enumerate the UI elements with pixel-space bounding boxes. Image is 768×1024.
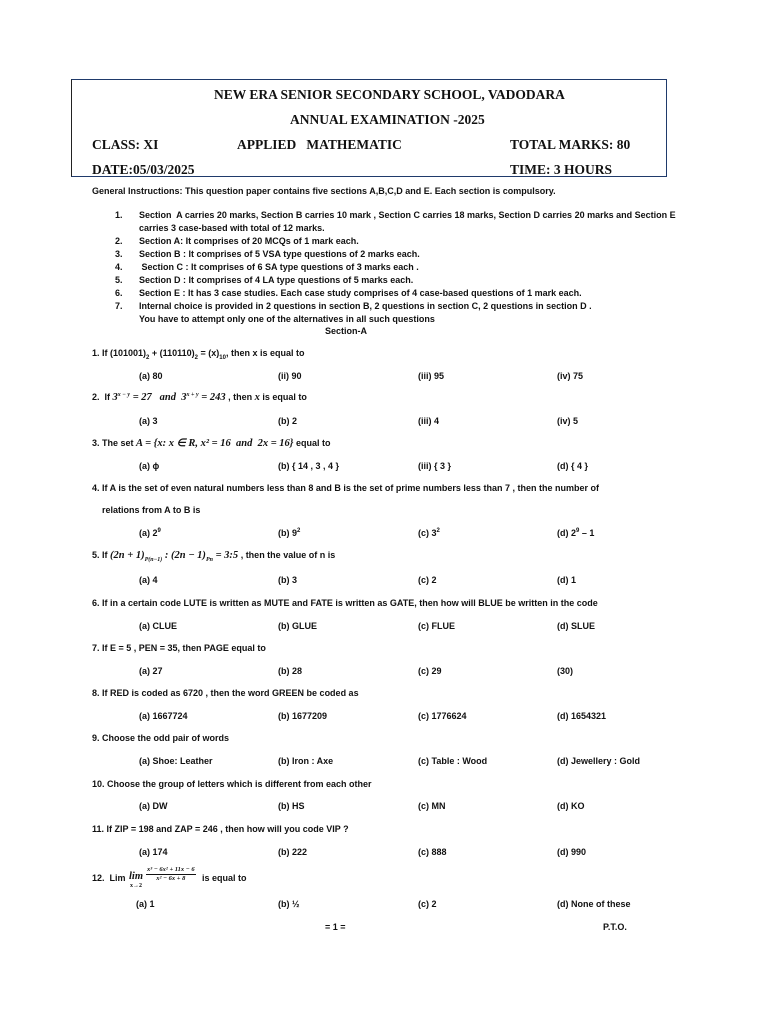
question-4: 4. If A is the set of even natural numbers less than 8 and B is the set of prime numbers less than 7 , then the number of xyxy=(92,483,599,493)
option-c: (c) $3^2$ xyxy=(418,528,440,538)
instruction-number: 4. xyxy=(115,262,123,272)
option-d: (d) 1 xyxy=(557,575,576,585)
option-a: (a) 1667724 xyxy=(139,711,188,721)
exam-title: ANNUAL EXAMINATION -2025 xyxy=(290,112,485,127)
question-3: 3. The set A = {x: x ∈ R, x² = 16 and 2x = 16} equal to xyxy=(92,438,331,449)
option-c: (c) 2 xyxy=(418,575,437,585)
option-a: (a) 174 xyxy=(139,847,168,857)
option-a: (a) ϕ xyxy=(139,461,160,471)
instruction-text: Internal choice is provided in 2 questions in section B, 2 questions in section C, 2 questions in section D . xyxy=(139,301,592,311)
option-d: (d) 1654321 xyxy=(557,711,607,721)
option-d: (d) Jewellery : Gold xyxy=(557,756,641,766)
class-label: CLASS: XI xyxy=(92,137,159,152)
instruction-number: 1. xyxy=(115,210,123,220)
option-a: (a) 3 xyxy=(139,416,158,426)
option-c: (c) FLUE xyxy=(418,621,455,631)
option-d: (d) $2^9 - 1$ xyxy=(557,528,595,538)
instruction-text: Section D : It comprises of 4 LA type questions of 5 marks each. xyxy=(139,275,414,285)
limit-fraction: x³ − 6x² + 11x − 6 x² − 6x + 8 xyxy=(147,866,195,882)
option-d: (d) SLUE xyxy=(557,621,595,631)
question-5: 5. If $(2n + 1)_{P(n-1)}$ : $(2n - 1)_{Pn}$ = 3:5 , then the value of n is xyxy=(92,550,336,563)
question-11: 11. If ZIP = 198 and ZAP = 246 , then how will you code VIP ? xyxy=(92,824,349,834)
option-b: (b) $9^2$ xyxy=(278,528,301,538)
option-b: (b) 28 xyxy=(278,666,303,676)
option-b: (b) 222 xyxy=(278,847,308,857)
option-b: (b) 1677209 xyxy=(278,711,328,721)
instruction-text: Section A carries 20 marks, Section B carries 10 mark , Section C carries 18 marks, Section D carries 20 marks and Section E xyxy=(139,210,676,220)
option-c: (c) MN xyxy=(418,801,446,811)
option-a: (a) $2^9$ xyxy=(139,528,161,538)
option-d: (30) xyxy=(557,666,574,676)
option-b: (b) 2 xyxy=(278,416,297,426)
option-c: (c) 2 xyxy=(418,899,437,909)
option-c: (iii) 95 xyxy=(418,371,445,381)
instruction-text: You have to attempt only one of the alternatives in all such questions xyxy=(139,314,435,324)
question-9: 9. Choose the odd pair of words xyxy=(92,733,230,743)
option-d: (d) 990 xyxy=(557,847,587,857)
total-marks: TOTAL MARKS: 80 xyxy=(510,137,631,152)
instruction-text: Section C : It comprises of 6 SA type questions of 3 marks each . xyxy=(139,262,419,272)
option-c: (iii) 4 xyxy=(418,416,440,426)
question-7: 7. If E = 5 , PEN = 35, then PAGE equal to xyxy=(92,643,266,653)
option-c: (c) 29 xyxy=(418,666,442,676)
exam-date: DATE:05/03/2025 xyxy=(92,162,195,177)
instruction-text: carries 3 case-based with total of 12 marks. xyxy=(139,223,325,233)
instruction-text: Section E : It has 3 case studies. Each case study comprises of 4 case-based questions of 1 mark each. xyxy=(139,288,582,298)
question-10: 10. Choose the group of letters which is different from each other xyxy=(92,779,372,789)
option-a: (a) 1 xyxy=(136,899,155,909)
instruction-number: 5. xyxy=(115,275,123,285)
question-1: 1. If $(101001)_2 + (110110)_2 = (x)_{10}$, then x is equal to xyxy=(92,348,305,361)
instruction-number: 6. xyxy=(115,288,123,298)
question-8: 8. If RED is coded as 6720 , then the word GREEN be coded as xyxy=(92,688,359,698)
option-a: (a) 27 xyxy=(139,666,163,676)
section-title: Section-A xyxy=(325,326,368,336)
instruction-text: Section B : It comprises of 5 VSA type questions of 2 marks each. xyxy=(139,249,420,259)
instruction-number: 2. xyxy=(115,236,123,246)
option-a: (a) 4 xyxy=(139,575,158,585)
exam-time: TIME: 3 HOURS xyxy=(510,162,613,177)
school-name: NEW ERA SENIOR SECONDARY SCHOOL, VADODARA xyxy=(214,87,565,102)
question-2: 2. If $3^{x - y} = 27$ and $3^{x + y} = 243$ , then x is equal to xyxy=(92,392,307,403)
option-b: (b) GLUE xyxy=(278,621,317,631)
question-12-suffix: is equal to xyxy=(202,873,247,883)
limit-operator: lim x→2 xyxy=(129,871,144,889)
option-b: (ii) 90 xyxy=(278,371,302,381)
question-12-prefix: 12. Lim xyxy=(92,873,129,883)
option-d: (d) { 4 } xyxy=(557,461,589,471)
general-instructions: General Instructions: This question paper contains five sections A,B,C,D and E. Each section is compulsory. xyxy=(92,186,556,196)
option-a: (a) 80 xyxy=(139,371,163,381)
option-b: (b) 3 xyxy=(278,575,297,585)
option-d: (d) None of these xyxy=(557,899,631,909)
subject-label: APPLIED MATHEMATIC xyxy=(237,137,402,152)
option-d: (d) KO xyxy=(557,801,585,811)
pto-label: P.T.O. xyxy=(603,922,627,932)
option-c: (c) 1776624 xyxy=(418,711,467,721)
option-d: (iv) 75 xyxy=(557,371,584,381)
option-b: (b) HS xyxy=(278,801,305,811)
option-a: (a) CLUE xyxy=(139,621,177,631)
option-a: (a) DW xyxy=(139,801,168,811)
question-6: 6. If in a certain code LUTE is written as MUTE and FATE is written as GATE, then how will BLUE be written in the code xyxy=(92,598,598,608)
option-c: (iii) { 3 } xyxy=(418,461,452,471)
option-b: (b) Iron : Axe xyxy=(278,756,334,766)
page-number: = 1 = xyxy=(325,922,346,932)
question-4-continued: relations from A to B is xyxy=(102,505,201,515)
option-c: (c) 888 xyxy=(418,847,447,857)
option-b: (b) ½ xyxy=(278,899,300,909)
option-a: (a) Shoe: Leather xyxy=(139,756,213,766)
option-d: (iv) 5 xyxy=(557,416,579,426)
instruction-text: Section A: It comprises of 20 MCQs of 1 mark each. xyxy=(139,236,359,246)
instruction-number: 3. xyxy=(115,249,123,259)
option-b: (b) { 14 , 3 , 4 } xyxy=(278,461,340,471)
option-c: (c) Table : Wood xyxy=(418,756,488,766)
instruction-number: 7. xyxy=(115,301,123,311)
